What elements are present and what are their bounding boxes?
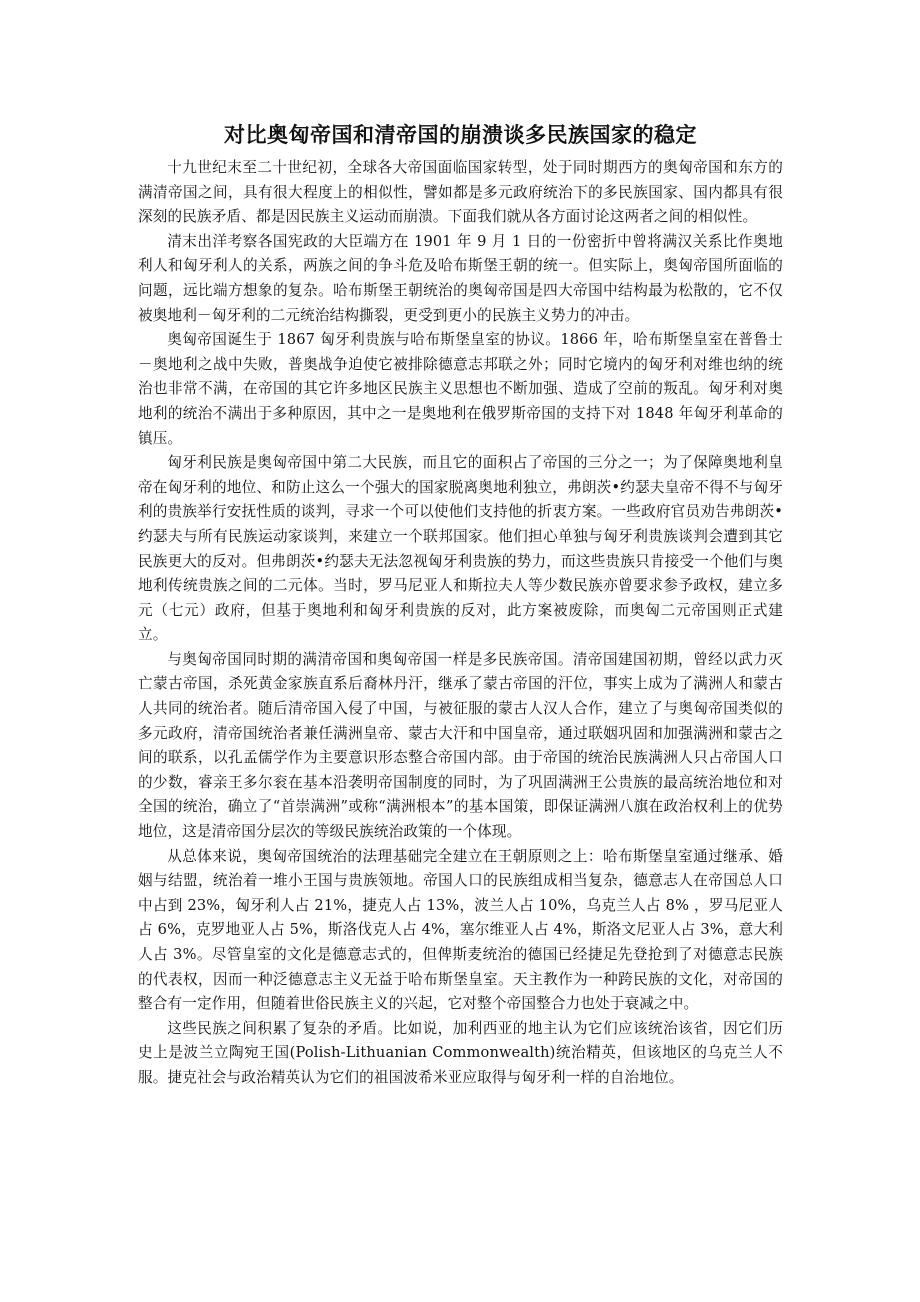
paragraph-duanfang: 清末出洋考察各国宪政的大臣端方在 1901 年 9 月 1 日的一份密折中曾将满汉关系比作奥地利人和匈牙利人的关系，两族之间的争斗危及哈布斯堡王朝的统一。但实际上，奥匈帝国所面临的问题，远比端方想象的复杂。哈布斯堡王朝统治的奥匈帝国是四大帝国中结构最为松散的，它不仅被奥地利－匈牙利的二元统治结构撕裂，更受到更小的民族主义势力的冲击。 (138, 232, 783, 324)
document-title: 对比奥匈帝国和清帝国的崩溃谈多民族国家的稳定 (224, 123, 697, 147)
paragraph-qing-empire: 与奥匈帝国同时期的满清帝国和奥匈帝国一样是多民族帝国。清帝国建国初期，曾经以武力灭亡蒙古帝国，杀死黄金家族直系后裔林丹汗，继承了蒙古帝国的汗位，事实上成为了满洲人和蒙古人共同的统治者。随后清帝国入侵了中国，与被征服的蒙古人汉人合作，建立了与奥匈帝国类似的多元政府，清帝国统治者兼任满洲皇帝、蒙古大汗和中国皇帝，通过联姻巩固和加强满洲和蒙古之间的联系，以孔孟儒学作为主要意识形态整合帝国内部。由于帝国的统治民族满洲人只占帝国人口的少数，睿亲王多尔衮在基本沿袭明帝国制度的同时，为了巩固满洲王公贵族的最高统治地位和对全国的统治，确立了“首崇满洲”或称“满洲根本”的基本国策，即保证满洲八旗在政治权利上的优势地位，这是清帝国分层次的等级民族统治政策的一个体现。 (138, 650, 783, 841)
paragraph-austria-hungary-origin: 奥匈帝国诞生于 1867 匈牙利贵族与哈布斯堡皇室的协议。1866 年，哈布斯堡皇室在普鲁士－奥地利之战中失败，普奥战争迫使它被排除德意志邦联之外；同时它境内的匈牙利对维也纳的统治也非常不满，在帝国的其它许多地区民族主义思想也不断加强、造成了空前的叛乱。匈牙利对奥地利的统治不满出于多种原因，其中之一是奥地利在俄罗斯帝国的支持下对 1848 年匈牙利革命的镇压。 (138, 331, 783, 447)
paragraph-dynastic-principle: 从总体来说，奥匈帝国统治的法理基础完全建立在王朝原则之上：哈布斯堡皇室通过继承、婚姻与结盟，统治着一堆小王国与贵族领地。帝国人口的民族组成相当复杂，德意志人在帝国总人口中占到 23%，匈牙利人占 21%，捷克人占 13%，波兰人占 10%，乌克兰人占 8% ，罗马尼亚人占 6%，克罗地亚人占 5%，斯洛伐克人占 4%，塞尔维亚人占 4%，斯洛文尼亚人占 3%，意大利人占 3%。尽管皇室的文化是德意志式的，但俾斯麦统治的德国已经捷足先登抢到了对德意志民族的代表权，因而一种泛德意志主义无益于哈布斯堡皇室。天主教作为一种跨民族的文化，对帝国的整合有一定作用，但随着世俗民族主义的兴起，它对整个帝国整合力也处于衰减之中。 (138, 847, 783, 1013)
paragraph-hungarian-nation: 匈牙利民族是奥匈帝国中第二大民族，而且它的面积占了帝国的三分之一；为了保障奥地利皇帝在匈牙利的地位、和防止这么一个强大的国家脱离奥地利独立，弗朗茨•约瑟夫皇帝不得不与匈牙利的贵族举行安抚性质的谈判，寻求一个可以使他们支持他的折衷方案。一些政府官员劝告弗朗茨•约瑟夫与所有民族运动家谈判，来建立一个联邦国家。他们担心单独与匈牙利贵族谈判会遭到其它民族更大的反对。但弗朗茨•约瑟夫无法忽视匈牙利贵族的势力，而这些贵族只肯接受一个他们与奥地利传统贵族之间的二元体。当时，罗马尼亚人和斯拉夫人等少数民族亦曾要求参予政权，建立多元（七元）政府，但基于奥地利和匈牙利贵族的反对，此方案被废除，而奥匈二元帝国则正式建立。 (138, 454, 783, 644)
paragraph-intro: 十九世纪末至二十世纪初，全球各大帝国面临国家转型，处于同时期西方的奥匈帝国和东方的满清帝国之间，具有很大程度上的相似性，譬如都是多元政府统治下的多民族国家、国内都具有很深刻的民族矛盾、都是因民族主义运动而崩溃。下面我们就从各方面讨论这两者之间的相似性。 (138, 159, 783, 226)
document-page (138, 118, 783, 1091)
paragraph-ethnic-conflicts: 这些民族之间积累了复杂的矛盾。比如说，加利西亚的地主认为它们应该统治该省，因它们历史上是波兰立陶宛王国(Polish-Lithuanian Commonwealth)统治精英，但该地区的乌克兰人不服。捷克社会与政治精英认为它们的祖国波希米亚应取得与匈牙利一样的自治地位。 (138, 1019, 783, 1086)
